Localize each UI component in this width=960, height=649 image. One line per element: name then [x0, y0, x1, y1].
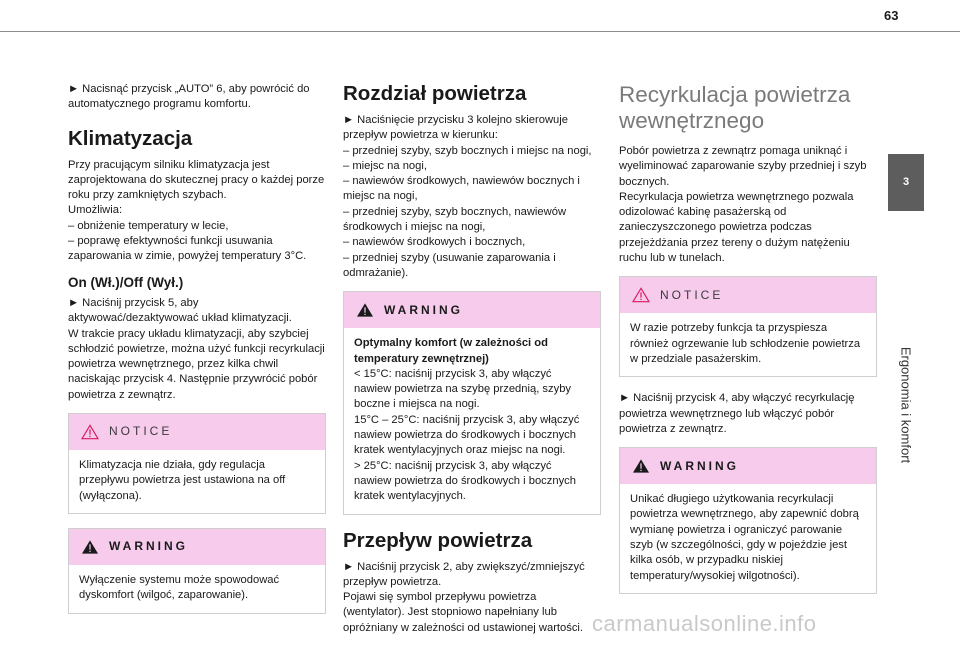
notice-box [68, 413, 326, 514]
warning-header [69, 529, 325, 565]
warning-line: < 15°C: naciśnij przycisk 3, aby włączyć nawiew powietrza na szybę przednią, szyby boczne i miejsca na nogi. [354, 367, 572, 411]
warning-header [620, 448, 876, 484]
on-off-instruction: ► Naciśnij przycisk 5, aby aktywować/dezaktywować układ klimatyzacji. [68, 296, 292, 325]
column-middle [343, 82, 601, 643]
list-item: – nawiewów środkowych, nawiewów bocznych i miejsc na nogi, [343, 175, 580, 203]
warning-triangle-filled-icon [81, 539, 99, 555]
przeplyw-text: Pojawi się symbol przepływu powietrza (wentylator). Jest stopniowo napełniany lub opróżniany w zależności od ustawionej wartości. [343, 591, 584, 634]
warning-triangle-outline-icon [632, 287, 650, 303]
warning-line: 15°C – 25°C: naciśnij przycisk 3, aby włączyć nawiew powietrza do środkowych i bocznych kratek wentylacyjnych oraz miejsc na nogi. [354, 413, 580, 457]
heading-rozdzial: Rozdział powietrza [343, 82, 527, 105]
column-left [68, 82, 326, 628]
warning-title: WARNING [660, 458, 739, 473]
warning-box [619, 447, 877, 594]
warning-body [344, 328, 600, 513]
notice-box [619, 276, 877, 377]
list-item: – nawiewów środkowych i bocznych, [343, 236, 526, 249]
warning-triangle-filled-icon [632, 458, 650, 474]
warning-title: WARNING [384, 302, 463, 317]
warning-header [344, 292, 600, 328]
list-item: – przedniej szyby, szyb bocznych i miejsc na nogi, [343, 144, 592, 157]
chapter-title: Ergonomia i komfort [898, 346, 914, 464]
recyrkulacja-text-1: Pobór powietrza z zewnątrz pomaga uniknąć i wyeliminować zaparowanie szyby przedniej i szyb bocznych. [619, 145, 867, 188]
rozdzial-instruction: ► Naciśnięcie przycisku 3 kolejno skierowuje przepływ powietrza w kierunku: [343, 114, 568, 142]
list-item: – obniżenie temperatury w lecie, [68, 219, 229, 232]
notice-text: Klimatyzacja nie działa, gdy regulacja przepływu powietrza jest ustawiona na off (wyłączona). [79, 459, 286, 502]
recyrkulacja-text-2: Recyrkulacja powietrza wewnętrznego pozwala odizolować kabinę pasażerską od zanieczyszczonego powietrza podczas przejeżdżania przez tereny o dużym natężeniu ruchu lub w tunelach. [619, 190, 854, 265]
column-right [619, 82, 877, 608]
heading-on-off: On (Wł.)/Off (Wył.) [68, 274, 184, 290]
notice-title: NOTICE [109, 424, 173, 439]
warning-box [68, 528, 326, 614]
list-item: – miejsc na nogi, [343, 159, 427, 172]
page-number: 63 [884, 8, 899, 23]
heading-line: Recyrkulacja powietrza [619, 82, 851, 107]
auto-instruction: ► Nacisnąć przycisk „AUTO” 6, aby powrócić do automatycznego programu komfortu. [68, 83, 310, 111]
notice-header [69, 414, 325, 450]
list-item: – przedniej szyby (usuwanie zaparowania i odmrażanie). [343, 251, 556, 279]
umozliwia-label: Umożliwia: [68, 204, 123, 217]
warning-triangle-outline-icon [81, 424, 99, 440]
on-off-text: W trakcie pracy układu klimatyzacji, aby szybciej schłodzić powietrze, można użyć funkcji recyrkulacji powietrza wewnętrznego, przez kilka chwil naciskając przycisk 4. Następnie przywrócić pobór powietrza z zewnątrz. [68, 327, 325, 401]
notice-header [620, 277, 876, 313]
warning-text: Wyłączenie systemu może spowodować dyskomfort (wilgoć, zaparowanie). [79, 573, 280, 602]
heading-line: wewnętrznego [619, 108, 765, 133]
notice-title: NOTICE [660, 287, 724, 302]
heading-klimatyzacja: Klimatyzacja [68, 126, 193, 150]
heading-recyrkulacja [619, 82, 877, 134]
list-item: – poprawę efektywności funkcji usuwania zaparowania w zimie, powyżej temperatury 3°C. [68, 235, 307, 263]
warning-heading: Optymalny komfort (w zależności od temperatury zewnętrznej) [354, 337, 548, 365]
heading-przeplyw: Przepływ powietrza [343, 528, 533, 552]
warning-triangle-filled-icon [356, 302, 374, 318]
warning-text: Unikać długiego użytkowania recyrkulacji powietrza wewnętrznego, aby zapewnić dobrą wymianę powietrza i ograniczyć parowanie szyb (w szczególności, gdy w pojeździe jest kilka osób, w przypadku niskiej temperatury/wysokiej wilgotności). [630, 493, 859, 582]
chapter-tab[interactable]: 3 [888, 154, 924, 211]
warning-box [343, 291, 601, 514]
warning-title: WARNING [109, 539, 188, 554]
przeplyw-instruction: ► Naciśnij przycisk 2, aby zwiększyć/zmniejszyć przepływ powietrza. [343, 560, 585, 588]
header-divider [0, 31, 960, 32]
watermark: carmanualsonline.info [592, 611, 817, 636]
warning-line: > 25°C: naciśnij przycisk 3, aby włączyć nawiew powietrza do środkowych i bocznych kratek wentylacyjnych. [354, 459, 576, 503]
recyrkulacja-instruction: ► Naciśnij przycisk 4, aby włączyć recyrkulację powietrza wewnętrznego lub włączyć pobór powietrza z zewnątrz. [619, 392, 855, 435]
notice-text: W razie potrzeby funkcja ta przyspiesza również ogrzewanie lub schłodzenie powietrza w przedziale pasażerskim. [630, 322, 861, 365]
klimatyzacja-text: Przy pracującym silniku klimatyzacja jest zaprojektowana do skutecznej pracy o każdej porze roku przy zamkniętych szybach. [68, 158, 325, 202]
list-item: – przedniej szyby, szyb bocznych, nawiewów środkowych i miejsc na nogi, [343, 205, 567, 234]
